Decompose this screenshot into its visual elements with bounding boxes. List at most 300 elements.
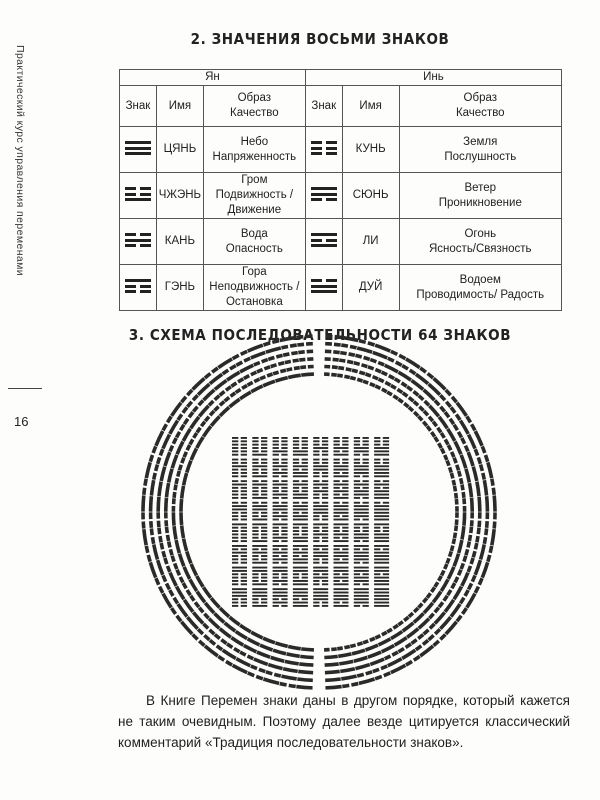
square-hexagram-line-broken <box>313 462 319 464</box>
square-hexagram-line-broken <box>313 558 319 560</box>
square-hexagram-line-broken <box>363 480 369 482</box>
hexagram-line-broken <box>291 353 297 354</box>
hexagram-line-solid <box>406 359 420 368</box>
square-hexagram-line-broken <box>383 462 389 464</box>
hexagram-line-broken <box>414 412 418 416</box>
square-hexagram-line-broken <box>383 573 389 575</box>
square-hexagram-line-solid <box>293 523 308 525</box>
square-hexagram-line-solid <box>313 505 328 507</box>
square-hexagram-line-broken <box>374 437 380 439</box>
square-hexagram-line-solid <box>252 567 267 569</box>
body-paragraph <box>118 690 570 753</box>
hexagram-line-broken <box>393 625 398 628</box>
square-hexagram-line-broken <box>252 598 258 600</box>
hexagram-line-broken <box>271 365 277 367</box>
square-hexagram-line-solid <box>354 567 369 569</box>
hexagram-line-broken <box>425 401 429 405</box>
square-hexagram-line-broken <box>322 558 328 560</box>
square-hexagram-line-broken <box>334 580 340 582</box>
hexagram-line-solid <box>172 455 177 468</box>
hexagram-line-broken <box>338 368 344 369</box>
hexagram-line-broken <box>455 577 458 583</box>
square-hexagram-line-solid <box>334 465 349 467</box>
hexagram-line-solid <box>488 462 492 478</box>
hexagram-line-broken <box>441 433 444 438</box>
square-hexagram-line-broken <box>342 480 348 482</box>
hexagram-line-broken <box>403 393 408 396</box>
hexagram-line-broken <box>159 528 160 534</box>
hexagram-line-solid <box>167 483 169 497</box>
hexagram-line-solid <box>370 659 384 664</box>
square-hexagram-line-broken <box>363 583 369 585</box>
hexagram-line-broken <box>346 369 352 370</box>
square-hexagram-line-broken <box>322 580 328 582</box>
square-hexagram-line-broken <box>281 548 287 550</box>
square-hexagram-line-broken <box>261 548 267 550</box>
square-hexagram-line-solid <box>313 552 328 554</box>
hexagram-line-broken <box>404 617 408 621</box>
square-hexagram-line-broken <box>322 527 328 529</box>
square-hexagram-line-broken <box>302 444 308 446</box>
square-hexagram-line-broken <box>293 555 299 557</box>
hexagram-line-solid <box>325 664 339 665</box>
square-hexagram-line-broken <box>232 530 238 532</box>
square-hexagram-line-broken <box>322 515 328 517</box>
hexagram-line-broken <box>407 387 412 391</box>
hexagram-line-solid <box>223 650 236 658</box>
hexagram-line-broken <box>210 411 214 415</box>
square-hexagram-line-solid <box>232 592 247 594</box>
hexagram-line-broken <box>409 407 413 411</box>
square-hexagram-line-broken <box>363 437 369 439</box>
square-hexagram-line-solid <box>374 588 389 590</box>
hexagram-line-solid <box>172 403 181 416</box>
square-hexagram-line-broken <box>273 502 279 504</box>
hexagram-line-solid <box>205 603 214 613</box>
hexagram-line-solid <box>150 562 155 577</box>
hexagram-line-broken <box>456 493 457 498</box>
hexagram-line-solid <box>163 594 171 608</box>
hexagram-line-solid <box>220 407 229 416</box>
square-hexagram-line-broken <box>241 512 247 514</box>
square-hexagram-line-broken <box>313 502 319 504</box>
square-hexagram-line-solid <box>273 552 288 554</box>
hexagram-line-broken <box>469 583 472 589</box>
square-hexagram-line-broken <box>334 602 340 604</box>
hexagram-line-broken <box>170 446 173 452</box>
hexagram-line-broken <box>177 616 181 622</box>
hexagram-line-broken <box>368 367 374 369</box>
hexagram-line-broken <box>351 684 358 685</box>
hexagram-line-solid <box>190 579 197 591</box>
hexagram-line-broken <box>215 634 220 638</box>
hexagram-line-broken <box>256 676 263 678</box>
hexagram-line-broken <box>210 640 215 644</box>
square-hexagram-line-solid <box>354 537 369 539</box>
hexagram-line-solid <box>429 384 440 395</box>
hexagram-line-solid <box>398 372 411 380</box>
square-hexagram-line-solid <box>232 484 247 486</box>
square-hexagram-line-broken <box>322 497 328 499</box>
square-hexagram-line-broken <box>383 527 389 529</box>
square-hexagram-line-broken <box>241 440 247 442</box>
hexagram-line-solid <box>373 352 387 358</box>
sign-quality: Подвижность / Движение <box>215 189 294 216</box>
square-hexagram-line-broken <box>261 533 267 535</box>
square-hexagram-line-solid <box>334 490 349 492</box>
square-hexagram-line-broken <box>383 444 389 446</box>
square-hexagram-line-solid <box>273 450 288 452</box>
section-2-title: 2. ЗНАЧЕНИЯ ВОСЬМИ ЗНАКОВ <box>190 30 450 48</box>
square-hexagram-line-broken <box>261 462 267 464</box>
hexagram-line-broken <box>414 608 418 612</box>
square-hexagram-line-solid <box>232 595 247 597</box>
sign-image: Ветер <box>464 181 497 194</box>
hexagram-line-broken <box>299 359 305 360</box>
hexagram-line-broken <box>199 641 204 646</box>
hexagram-line-solid <box>177 442 183 455</box>
hexagram-line-broken <box>337 648 342 649</box>
square-hexagram-line-broken <box>302 462 308 464</box>
square-hexagram-line-broken <box>374 502 380 504</box>
square-hexagram-line-broken <box>302 487 308 489</box>
square-hexagram-line-broken <box>313 540 319 542</box>
paragraph-text: В Книге Перемен знаки даны в другом порядке, который кажется не таким очевидным. Поэтому далее везде цитируется классический комментарий «Традиция последовательности знаков». <box>118 693 570 750</box>
square-hexagram-line-broken <box>334 459 340 461</box>
hexagram-line-solid <box>181 499 182 512</box>
hexagram-line-broken <box>428 374 433 378</box>
hexagram-line-broken <box>472 424 475 430</box>
hexagram-line-broken <box>465 446 468 452</box>
hexagram-line-broken <box>451 473 452 478</box>
square-hexagram-line-broken <box>232 490 238 492</box>
square-hexagram-line-broken <box>273 533 279 535</box>
square-hexagram-line-solid <box>334 598 349 600</box>
hexagram-line-broken <box>457 465 459 471</box>
square-hexagram-line-broken <box>232 502 238 504</box>
square-hexagram-line-broken <box>252 487 258 489</box>
hexagram-line-solid <box>414 613 424 622</box>
hexagram-line-broken <box>226 387 231 391</box>
square-hexagram-line-broken <box>302 512 308 514</box>
square-hexagram-line-broken <box>232 527 238 529</box>
square-hexagram-line-broken <box>342 580 348 582</box>
hexagram-line-solid <box>301 649 314 650</box>
hexagram-line-broken <box>218 656 224 660</box>
square-hexagram-line-broken <box>232 487 238 489</box>
sign-image: Вода <box>240 227 268 240</box>
hexagram-line-broken <box>414 656 420 660</box>
square-hexagram-line-solid <box>252 588 267 590</box>
square-hexagram-line-solid <box>293 605 308 607</box>
square-hexagram-line-broken <box>281 444 287 446</box>
hexagram-line-solid <box>203 426 210 436</box>
hexagram-line-broken <box>414 401 418 405</box>
hexagram-line-solid <box>187 461 191 473</box>
square-hexagram-line-broken <box>383 480 389 482</box>
hexagram-line-broken <box>204 624 209 629</box>
square-hexagram-line-solid <box>232 505 247 507</box>
hexagram-line-broken <box>205 374 210 378</box>
hexagram-line-broken <box>439 602 443 607</box>
hexagram-line-broken <box>462 438 465 444</box>
hexagram-line-broken <box>447 558 449 563</box>
square-hexagram-line-broken <box>302 490 308 492</box>
square-hexagram-line-broken <box>293 487 299 489</box>
hexagram-line-broken <box>410 370 416 374</box>
square-hexagram-line-broken <box>322 475 328 477</box>
square-hexagram-line-broken <box>293 469 299 471</box>
hexagram-line-broken <box>435 437 438 442</box>
hexagram-line-solid <box>143 495 144 511</box>
square-hexagram-line-broken <box>273 497 279 499</box>
square-hexagram-line-solid <box>374 490 389 492</box>
square-hexagram-line-broken <box>232 598 238 600</box>
square-hexagram-line-broken <box>232 605 238 607</box>
hexagram-line-solid <box>391 665 406 672</box>
hexagram-line-solid <box>287 654 300 656</box>
hexagram-line-solid <box>158 497 159 512</box>
hexagram-line-solid <box>263 638 275 643</box>
square-hexagram-line-broken <box>232 519 238 521</box>
square-hexagram-line-broken <box>374 487 380 489</box>
hexagram-line-solid <box>220 608 229 617</box>
col-name-header: Имя <box>156 86 203 127</box>
square-hexagram-line-broken <box>302 530 308 532</box>
square-hexagram-line-solid <box>293 545 308 547</box>
square-hexagram-line-solid <box>273 580 288 582</box>
hexagram-line-broken <box>158 457 160 463</box>
square-hexagram-line-broken <box>232 548 238 550</box>
hexagram-line-solid <box>424 390 435 400</box>
hexagram-line-broken <box>179 465 181 471</box>
square-hexagram-line-broken <box>232 512 238 514</box>
hexagram-line-solid <box>225 623 236 631</box>
square-hexagram-line-broken <box>374 444 380 446</box>
hexagram-line-solid <box>459 540 462 553</box>
hexagram-line-broken <box>427 593 430 597</box>
square-hexagram-line-broken <box>354 605 360 607</box>
square-hexagram-line-broken <box>281 527 287 529</box>
square-hexagram-line-broken <box>354 548 360 550</box>
square-hexagram-line-broken <box>363 540 369 542</box>
hexagram-line-solid <box>339 661 353 664</box>
square-hexagram-line-solid <box>374 533 389 535</box>
square-hexagram-line-solid <box>334 484 349 486</box>
square-hexagram-line-solid <box>273 602 288 604</box>
square-hexagram-line-broken <box>261 490 267 492</box>
hexagram-line-broken <box>350 346 357 347</box>
square-hexagram-line-solid <box>293 519 308 521</box>
square-hexagram-line-broken <box>354 583 360 585</box>
square-hexagram-line-solid <box>374 512 389 514</box>
square-hexagram-line-solid <box>334 552 349 554</box>
square-hexagram-line-solid <box>252 454 267 456</box>
hexagram-line-broken <box>278 363 284 365</box>
square-hexagram-line-solid <box>293 580 308 582</box>
hexagram-line-broken <box>486 455 488 462</box>
hexagram-line-broken <box>217 646 222 650</box>
hexagram-line-broken <box>153 446 156 453</box>
hexagram-line-broken <box>406 644 411 648</box>
square-hexagram-line-solid <box>232 570 247 572</box>
hexagram-line-solid <box>296 687 312 688</box>
hexagram-line-broken <box>445 412 449 417</box>
hexagram-line-solid <box>191 449 196 461</box>
hexagram-line-broken <box>435 401 439 406</box>
hexagram-line-solid <box>263 679 279 683</box>
square-hexagram-line-broken <box>252 573 258 575</box>
hexagram-line-broken <box>357 643 362 645</box>
hexagram-line-broken <box>143 522 144 529</box>
square-hexagram-line-solid <box>354 450 369 452</box>
square-hexagram-line-solid <box>252 523 267 525</box>
col-name-header: Имя <box>342 86 399 127</box>
hexagram-line-broken <box>340 353 346 354</box>
square-hexagram-line-broken <box>252 555 258 557</box>
hexagram-line-broken <box>483 473 484 480</box>
square-hexagram-line-broken <box>354 475 360 477</box>
square-hexagram-line-solid <box>374 580 389 582</box>
square-hexagram-line-broken <box>313 519 319 521</box>
square-hexagram-line-broken <box>322 459 328 461</box>
square-hexagram-line-solid <box>252 519 267 521</box>
hexagram-line-broken <box>445 439 448 444</box>
square-hexagram-line-broken <box>232 450 238 452</box>
square-hexagram-line-broken <box>334 480 340 482</box>
square-hexagram-line-solid <box>374 595 389 597</box>
hexagram-line-solid <box>154 544 158 559</box>
hexagram-line-solid <box>448 567 454 579</box>
hexagram-line-broken <box>486 528 487 535</box>
square-hexagram-line-broken <box>334 502 340 504</box>
square-hexagram-line-solid <box>273 592 288 594</box>
square-hexagram-line-broken <box>322 480 328 482</box>
square-hexagram-line-solid <box>354 602 369 604</box>
hexagram-line-solid <box>240 625 251 632</box>
square-hexagram-line-broken <box>241 527 247 529</box>
hexagram-line-broken <box>456 414 460 420</box>
square-hexagram-line-broken <box>342 573 348 575</box>
hexagram-line-solid <box>218 359 232 368</box>
square-hexagram-line-broken <box>342 530 348 532</box>
hexagram-line-broken <box>151 521 152 528</box>
hexagram-line-broken <box>429 635 434 639</box>
sign-name: КАНЬ <box>156 219 203 265</box>
square-hexagram-line-broken <box>273 562 279 564</box>
hexagram-line-broken <box>427 426 430 430</box>
square-hexagram-line-broken <box>241 598 247 600</box>
square-hexagram-line-broken <box>354 437 360 439</box>
hexagram-line-broken <box>215 396 220 400</box>
square-hexagram-line-broken <box>334 462 340 464</box>
hexagram-line-broken <box>397 389 402 392</box>
hexagram-line-broken <box>389 376 394 379</box>
square-hexagram-line-broken <box>252 512 258 514</box>
square-hexagram-line-broken <box>313 494 319 496</box>
hexagram-line-solid <box>251 386 262 392</box>
hexagram-line-broken <box>433 422 437 427</box>
square-hexagram-line-solid <box>293 515 308 517</box>
square-hexagram-line-broken <box>374 548 380 550</box>
square-hexagram-line-solid <box>334 592 349 594</box>
hexagram-line-broken <box>459 570 461 576</box>
square-hexagram-line-broken <box>232 494 238 496</box>
hexagram-line-solid <box>183 429 190 441</box>
hexagram-line-broken <box>418 604 422 608</box>
square-hexagram-line-broken <box>261 480 267 482</box>
hexagram-line-solid <box>233 665 248 672</box>
sign-quality: Ясность/Связность <box>429 242 532 255</box>
hexagram-line-broken <box>440 634 445 639</box>
square-hexagram-line-broken <box>241 497 247 499</box>
square-hexagram-line-broken <box>302 469 308 471</box>
hexagram-line-broken <box>350 645 355 646</box>
square-hexagram-line-broken <box>261 580 267 582</box>
square-hexagram-line-broken <box>293 527 299 529</box>
square-hexagram-line-broken <box>342 437 348 439</box>
square-hexagram-line-solid <box>232 465 247 467</box>
hexagram-line-broken <box>204 635 209 639</box>
square-hexagram-line-solid <box>252 595 267 597</box>
hexagram-line-solid <box>178 604 187 617</box>
hexagram-line-broken <box>335 337 342 338</box>
square-hexagram-line-broken <box>334 573 340 575</box>
square-hexagram-line-broken <box>363 562 369 564</box>
square-hexagram-line-broken <box>232 475 238 477</box>
square-hexagram-line-solid <box>354 469 369 471</box>
hexagram-line-broken <box>283 354 289 355</box>
square-hexagram-line-broken <box>273 577 279 579</box>
hexagram-line-broken <box>424 630 429 634</box>
hexagram-line-broken <box>242 385 247 388</box>
hexagram-line-broken <box>450 419 454 424</box>
square-hexagram-line-broken <box>252 472 258 474</box>
hexagram-line-broken <box>431 432 434 437</box>
hexagram-line-broken <box>471 558 473 564</box>
square-hexagram-line-broken <box>293 447 299 449</box>
square-hexagram-line-broken <box>252 494 258 496</box>
square-hexagram-line-solid <box>313 523 328 525</box>
hexagram-line-broken <box>373 377 378 379</box>
square-hexagram-line-broken <box>261 437 267 439</box>
hexagram-line-broken <box>178 414 182 420</box>
hexagram-line-solid <box>263 381 275 386</box>
square-hexagram-line-solid <box>354 533 369 535</box>
square-hexagram-line-solid <box>313 447 328 449</box>
square-hexagram-line-solid <box>293 602 308 604</box>
square-hexagram-line-solid <box>334 475 349 477</box>
square-hexagram-line-solid <box>293 450 308 452</box>
square-hexagram-line-broken <box>281 573 287 575</box>
hexagram-line-broken <box>187 390 192 395</box>
hexagram-line-solid <box>169 469 172 483</box>
square-hexagram-line-broken <box>232 555 238 557</box>
hexagram-line-broken <box>438 428 441 433</box>
square-hexagram-line-broken <box>342 602 348 604</box>
hexagram-line-broken <box>385 382 390 385</box>
hexagram-line-broken <box>331 649 336 650</box>
square-hexagram-line-broken <box>302 577 308 579</box>
square-hexagram-line-broken <box>313 583 319 585</box>
hexagram-line-broken <box>409 397 414 401</box>
square-hexagram-line-broken <box>334 437 340 439</box>
square-hexagram-line-broken <box>313 475 319 477</box>
square-hexagram-line-broken <box>354 454 360 456</box>
square-hexagram-line-broken <box>281 598 287 600</box>
square-hexagram-line-solid <box>313 490 328 492</box>
hexagram-line-solid <box>211 416 219 426</box>
